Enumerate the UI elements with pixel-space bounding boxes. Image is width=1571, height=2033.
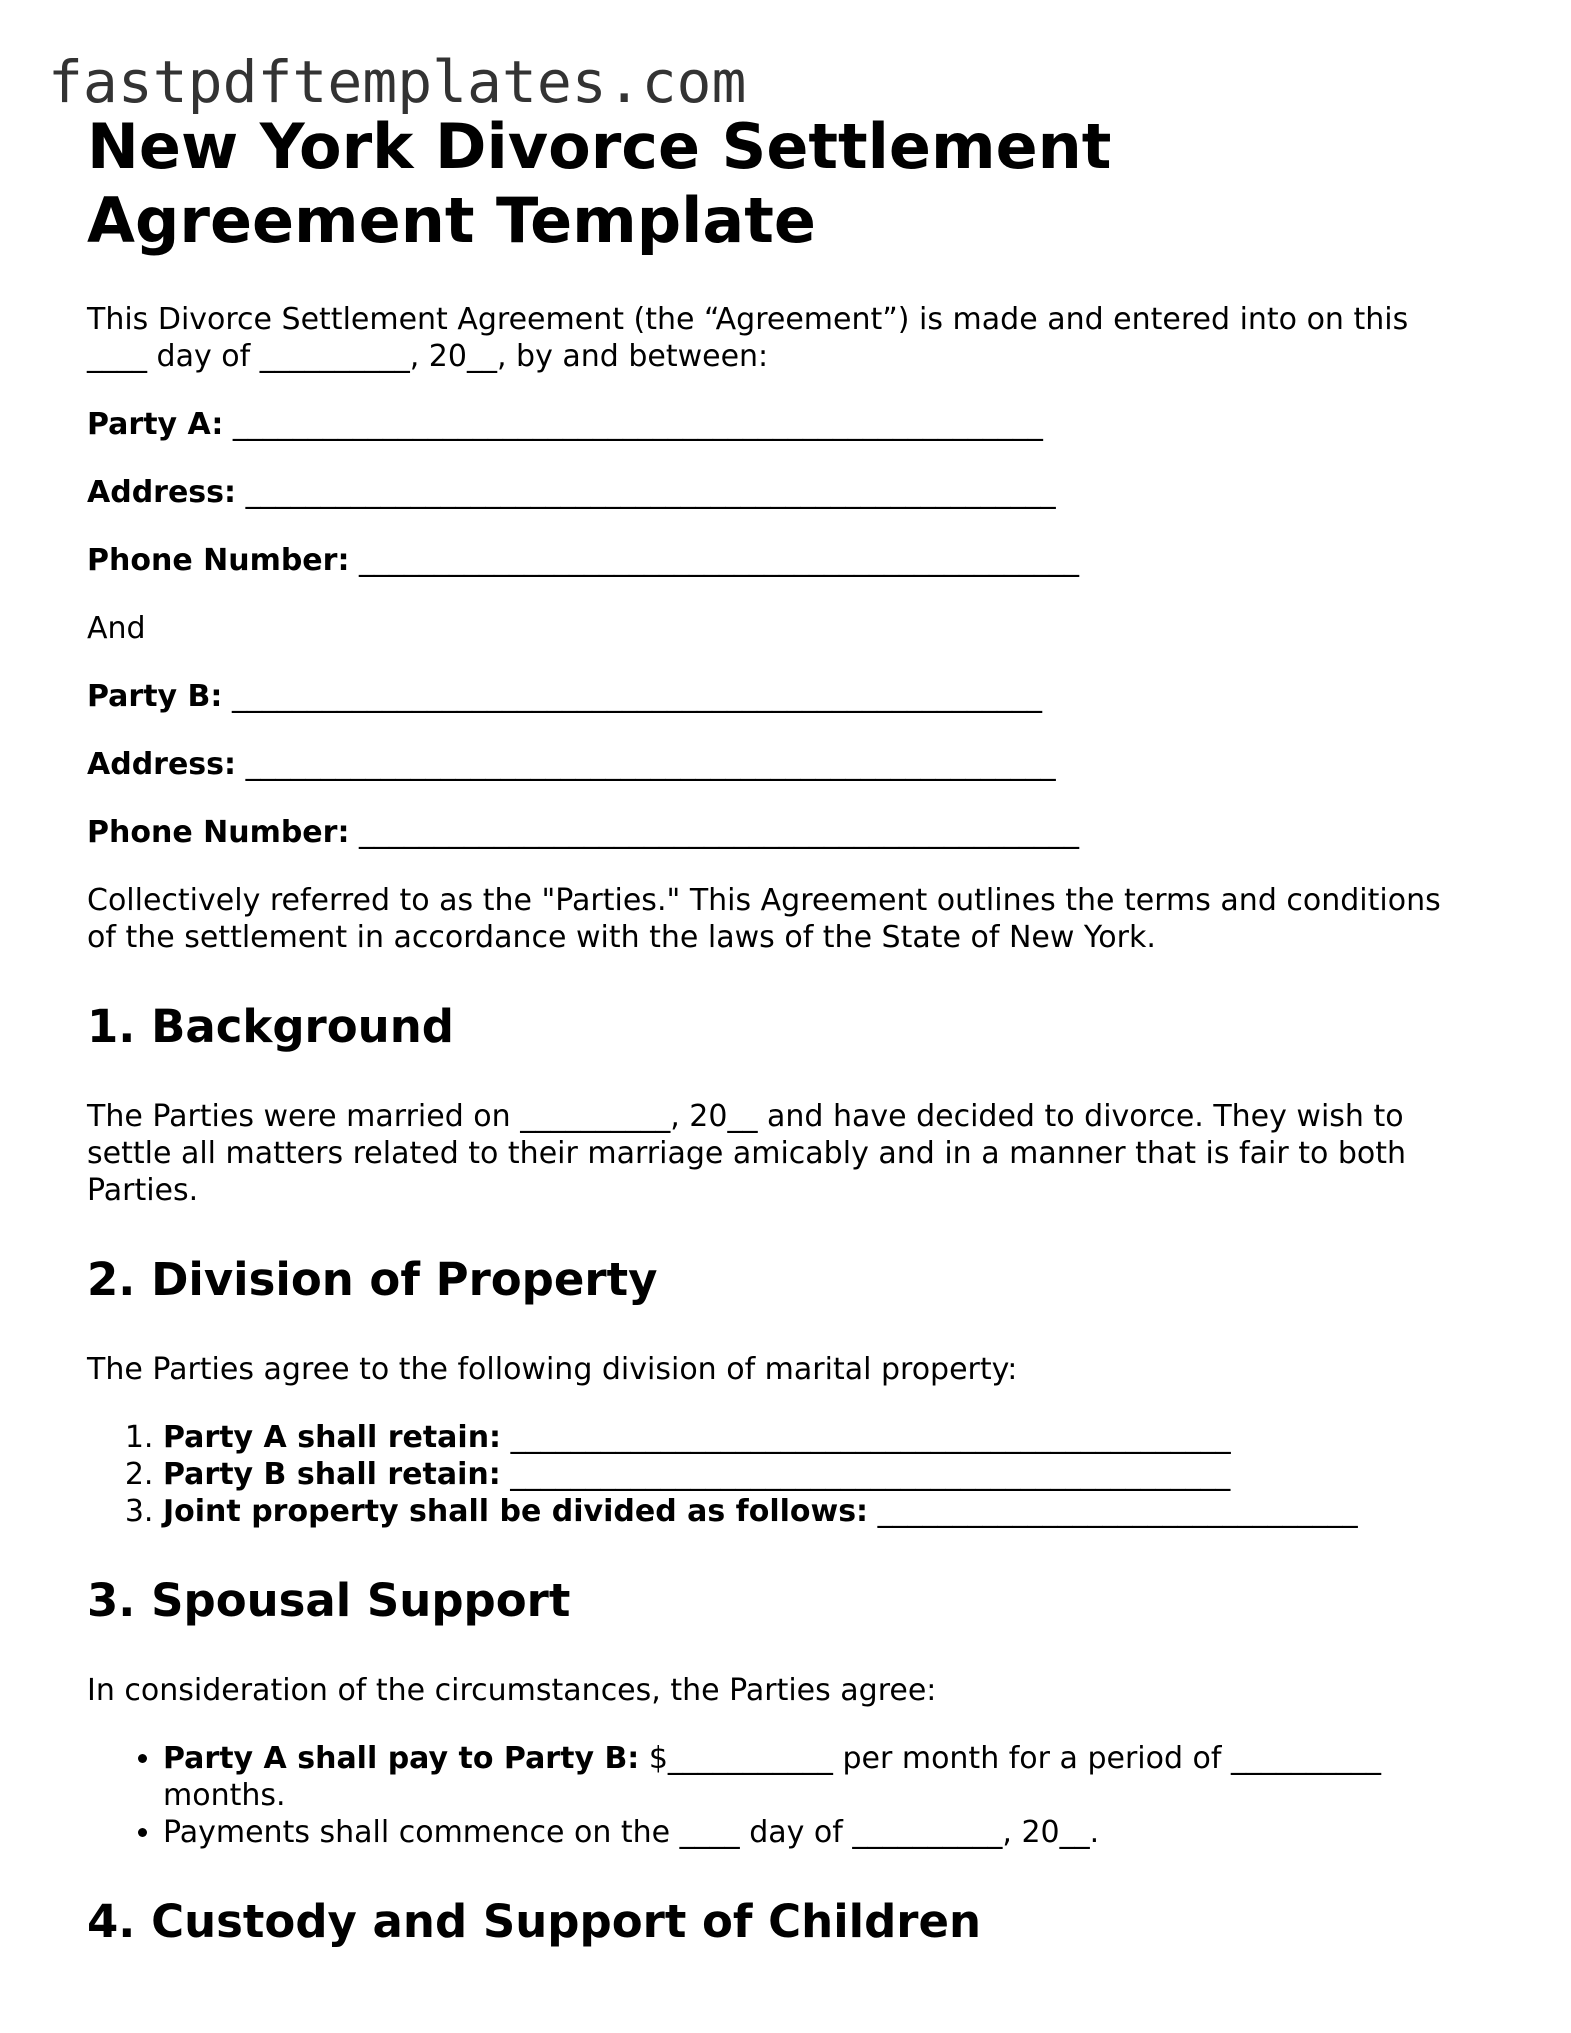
list-item: [163, 1419, 1487, 1456]
section-1-line-2: settle all matters related to their marriage amicably and in a manner that is fair to both: [87, 1136, 1407, 1171]
title-line-2: Agreement Template: [87, 184, 816, 257]
document-page: [87, 110, 1487, 1949]
collectively-line-1: Collectively referred to as the "Parties." This Agreement outlines the terms and conditions: [87, 883, 1441, 918]
party-b-address-blank: ______________________________________________________: [245, 747, 1056, 782]
party-a-phone-field: [87, 542, 1487, 579]
section-1-heading: 1. Background: [87, 1000, 454, 1053]
title-line-1: New York Divorce Settlement: [87, 110, 1112, 183]
party-a-address-label: Address:: [87, 475, 237, 510]
property-item-1-blank: ________________________________________________: [501, 1420, 1231, 1455]
property-item-3-label: Joint property shall be divided as follows:: [163, 1494, 869, 1529]
intro-line-2: ____ day of __________, 20__, by and between:: [87, 339, 769, 374]
property-item-2-label: Party B shall retain:: [163, 1457, 501, 1492]
collectively-paragraph: [87, 882, 1487, 956]
party-a-phone-label: Phone Number:: [87, 543, 350, 578]
party-a-name-field: [87, 406, 1487, 443]
party-b-phone-field: [87, 814, 1487, 851]
party-b-name-label: Party B:: [87, 679, 223, 714]
section-4-heading: 4. Custody and Support of Children: [87, 1895, 982, 1948]
spousal-support-list: [87, 1740, 1487, 1851]
list-item: [163, 1740, 1487, 1814]
support-bullet-1-label: Party A shall pay to Party B:: [163, 1741, 640, 1776]
section-1-line-3: Parties.: [87, 1173, 199, 1208]
party-b-name-blank: ______________________________________________________: [231, 679, 1042, 714]
party-a-address-field: [87, 474, 1487, 511]
party-a-address-blank: ______________________________________________________: [245, 475, 1056, 510]
property-division-list: [87, 1419, 1487, 1530]
and-text: And: [87, 611, 146, 646]
party-a-name-label: Party A:: [87, 407, 224, 442]
party-a-phone-blank: ________________________________________________: [359, 543, 1079, 578]
watermark: fastpdftemplates.com: [48, 48, 747, 116]
collectively-line-2: of the settlement in accordance with the laws of the State of New York.: [87, 920, 1156, 955]
party-b-name-field: [87, 678, 1487, 715]
section-2-heading: 2. Division of Property: [87, 1253, 658, 1306]
property-item-2-blank: ________________________________________________: [500, 1457, 1231, 1492]
intro-paragraph: [87, 301, 1487, 375]
section-1-paragraph: [87, 1098, 1487, 1209]
support-bullet-2: Payments shall commence on the ____ day of __________, 20__.: [163, 1815, 1100, 1850]
party-a-name-blank: ______________________________________________________: [232, 407, 1043, 442]
support-bullet-1-line-1: $___________ per month for a period of __________: [639, 1741, 1382, 1776]
party-b-phone-blank: ________________________________________________: [359, 815, 1079, 850]
section-2-paragraph: The Parties agree to the following division of marital property:: [87, 1352, 1018, 1387]
property-item-3-blank: ________________________________: [868, 1494, 1358, 1529]
property-item-1-label: Party A shall retain:: [163, 1420, 502, 1455]
list-item: [163, 1493, 1487, 1530]
list-item: [163, 1814, 1487, 1851]
party-b-address-label: Address:: [87, 747, 237, 782]
party-b-phone-label: Phone Number:: [87, 815, 350, 850]
section-3-heading: 3. Spousal Support: [87, 1574, 571, 1627]
document-title: [87, 110, 1487, 258]
section-1-line-1: The Parties were married on __________, 20__ and have decided to divorce. They wish to: [87, 1099, 1404, 1134]
list-item: [163, 1456, 1487, 1493]
intro-line-1: This Divorce Settlement Agreement (the “Agreement”) is made and entered into on this: [87, 302, 1409, 337]
support-bullet-1-line-2: months.: [163, 1778, 286, 1813]
party-b-address-field: [87, 746, 1487, 783]
section-3-paragraph: In consideration of the circumstances, the Parties agree:: [87, 1673, 937, 1708]
